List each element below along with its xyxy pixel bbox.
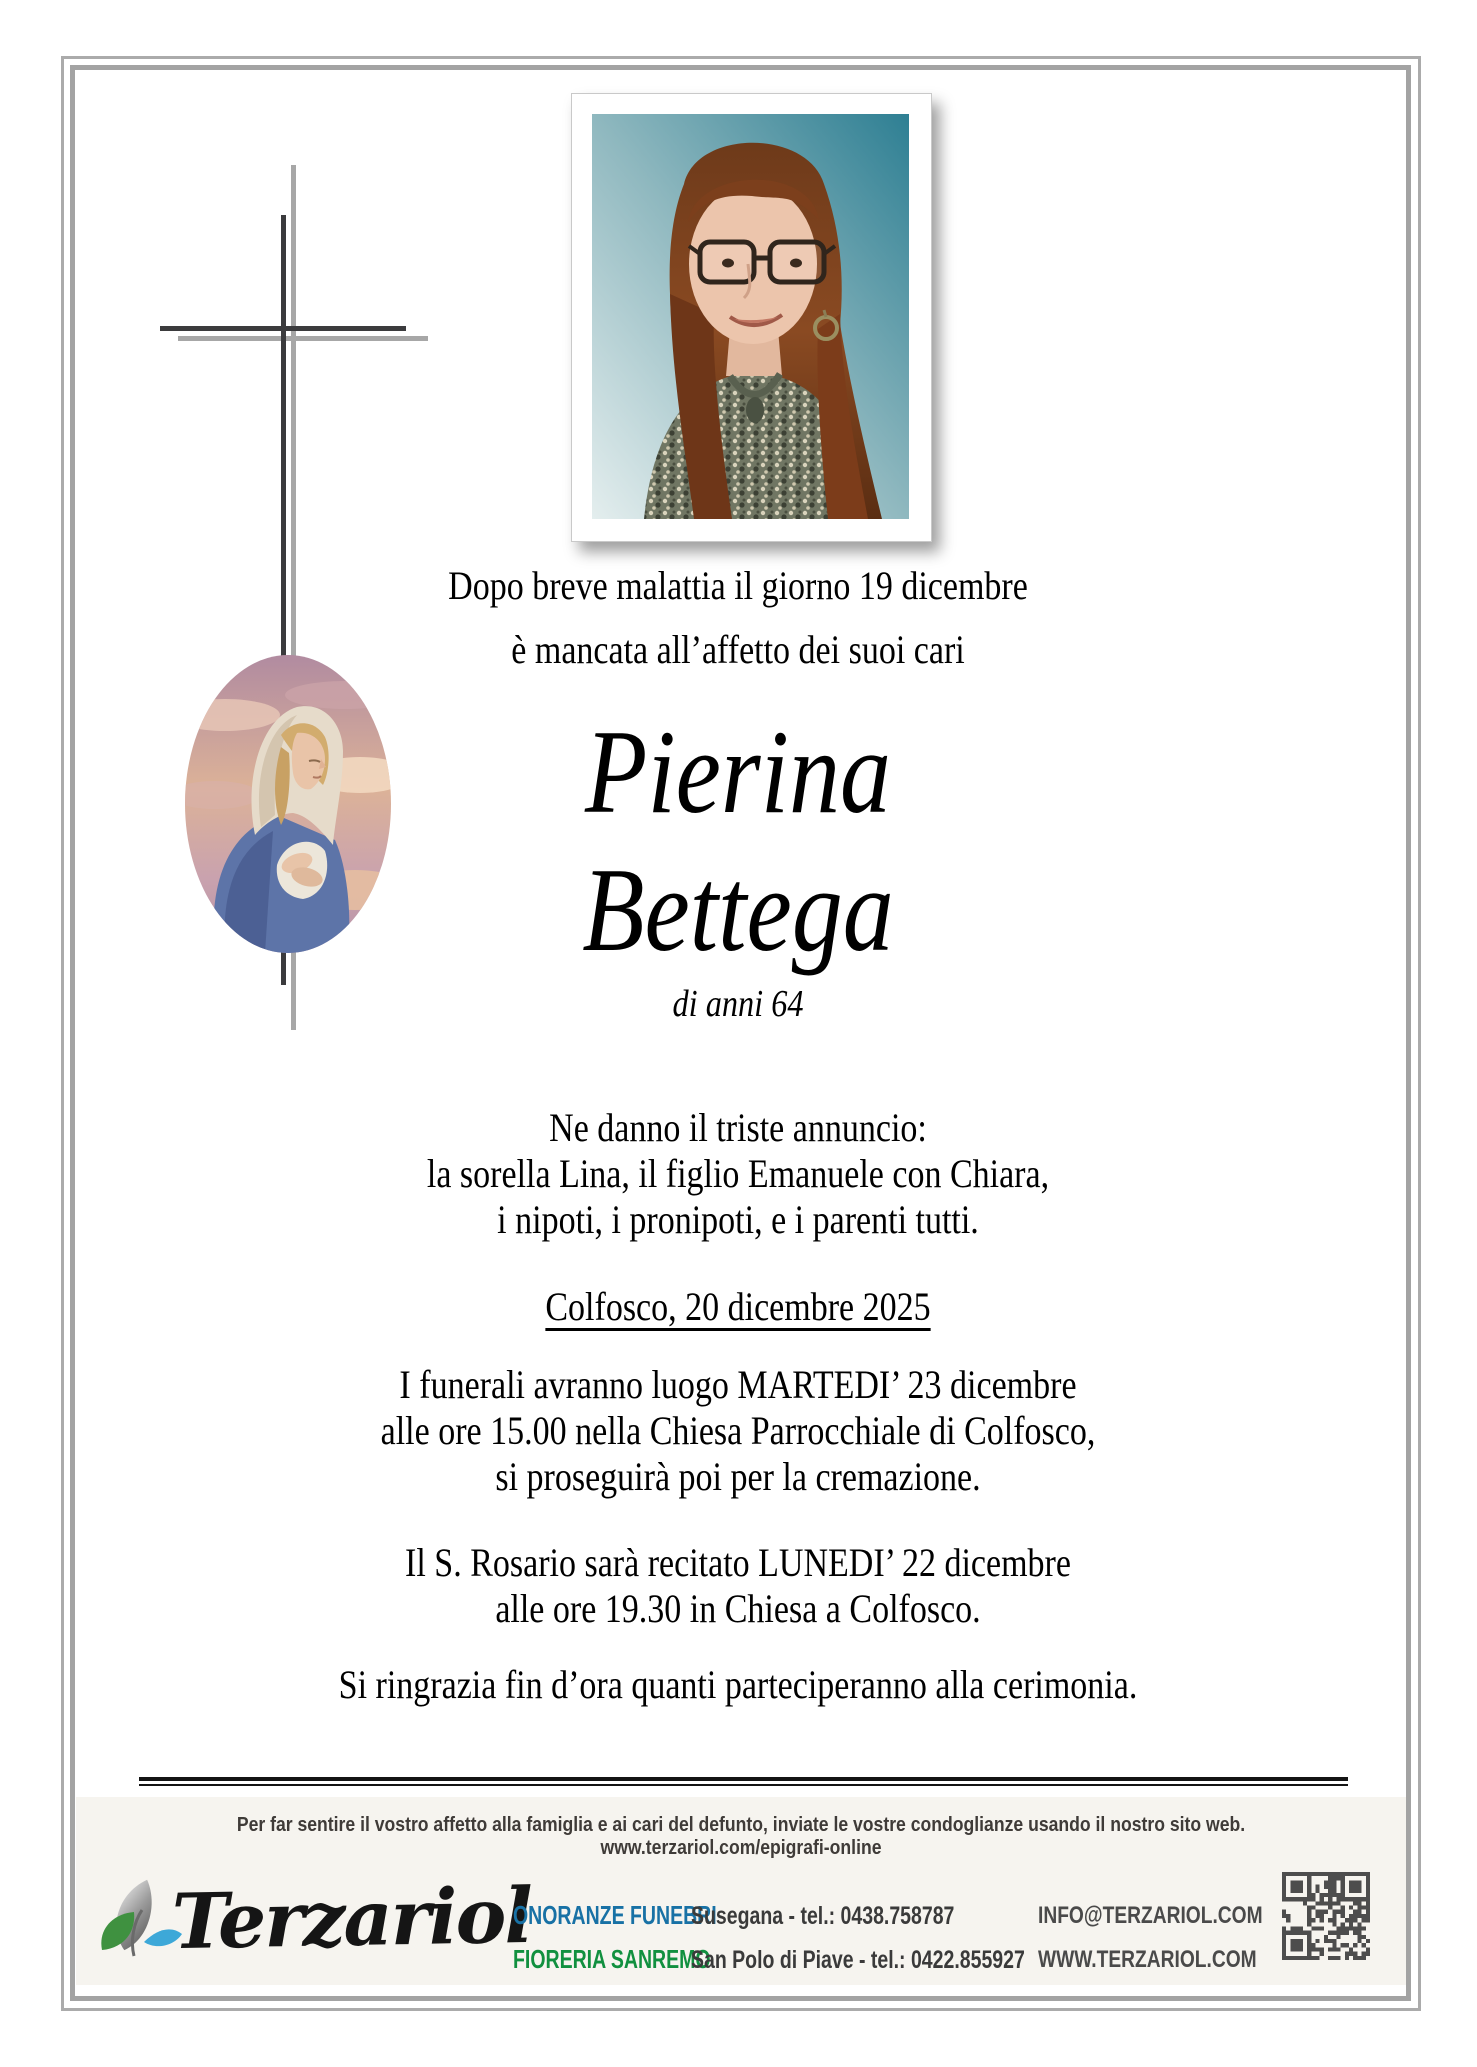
footer-divider-rule bbox=[139, 1777, 1348, 1786]
thanks-line: Si ringrazia fin d’ora quanti parteciperanno alla cerimonia. bbox=[338, 1662, 1138, 1707]
cross-horizontal-light bbox=[178, 336, 428, 341]
family-line-2: la sorella Lina, il figlio Emanuele con Chiara, bbox=[426, 1151, 1050, 1196]
funeral-line-1: I funerali avranno luogo MARTEDI’ 23 dicembre bbox=[399, 1362, 1077, 1407]
service-row-funeral bbox=[513, 1900, 1029, 1931]
flower-service-label: FIORERIA SANREMO bbox=[513, 1944, 711, 1974]
service-row-flowers bbox=[513, 1944, 1119, 1975]
age-line: di anni 64 bbox=[672, 983, 804, 1025]
deceased-portrait-photo bbox=[571, 93, 932, 542]
intro-line-2: è mancata all’affetto dei suoi cari bbox=[511, 627, 965, 672]
deceased-first-name: Pierina bbox=[585, 705, 891, 838]
condolence-instruction-line: Per far sentire il vostro affetto alla famiglia e ai cari del defunto, inviate le vostre condoglianze usando il nostro sito web. www.terzariol.com/epigrafi-online bbox=[236, 1814, 1246, 1859]
rosary-line-1: Il S. Rosario sarà recitato LUNEDI’ 22 dicembre bbox=[405, 1540, 1071, 1585]
qr-code bbox=[1282, 1872, 1370, 1960]
contact-website bbox=[1038, 1946, 1311, 1974]
rosary-line-2: alle ore 19.30 in Chiesa a Colfosco. bbox=[495, 1586, 981, 1631]
contact-email-text: INFO@TERZARIOL.COM bbox=[1038, 1902, 1263, 1929]
funeral-service-label: ONORANZE FUNEBRI bbox=[513, 1900, 717, 1930]
deceased-last-name: Bettega bbox=[582, 843, 894, 976]
portrait-image bbox=[592, 114, 909, 519]
funeral-line-3: si proseguirà poi per la cremazione. bbox=[495, 1454, 981, 1499]
place-date-line: Colfosco, 20 dicembre 2025 bbox=[545, 1284, 931, 1329]
family-line-1: Ne danno il triste annuncio: bbox=[549, 1105, 927, 1150]
intro-line-1: Dopo breve malattia il giorno 19 dicembre bbox=[448, 563, 1028, 608]
funeral-line-2: alle ore 15.00 nella Chiesa Parrocchiale di Colfosco, bbox=[380, 1408, 1096, 1453]
contact-website-text: WWW.TERZARIOL.COM bbox=[1038, 1946, 1257, 1973]
funeral-service-detail: Susegana - tel.: 0438.758787 bbox=[691, 1902, 955, 1930]
contact-email bbox=[1038, 1902, 1319, 1930]
flower-service-detail: San Polo di Piave - tel.: 0422.855927 bbox=[691, 1946, 1025, 1974]
family-line-3: i nipoti, i pronipoti, e i parenti tutti. bbox=[497, 1197, 979, 1242]
brand-wordmark: Terzariol bbox=[171, 1870, 532, 1967]
